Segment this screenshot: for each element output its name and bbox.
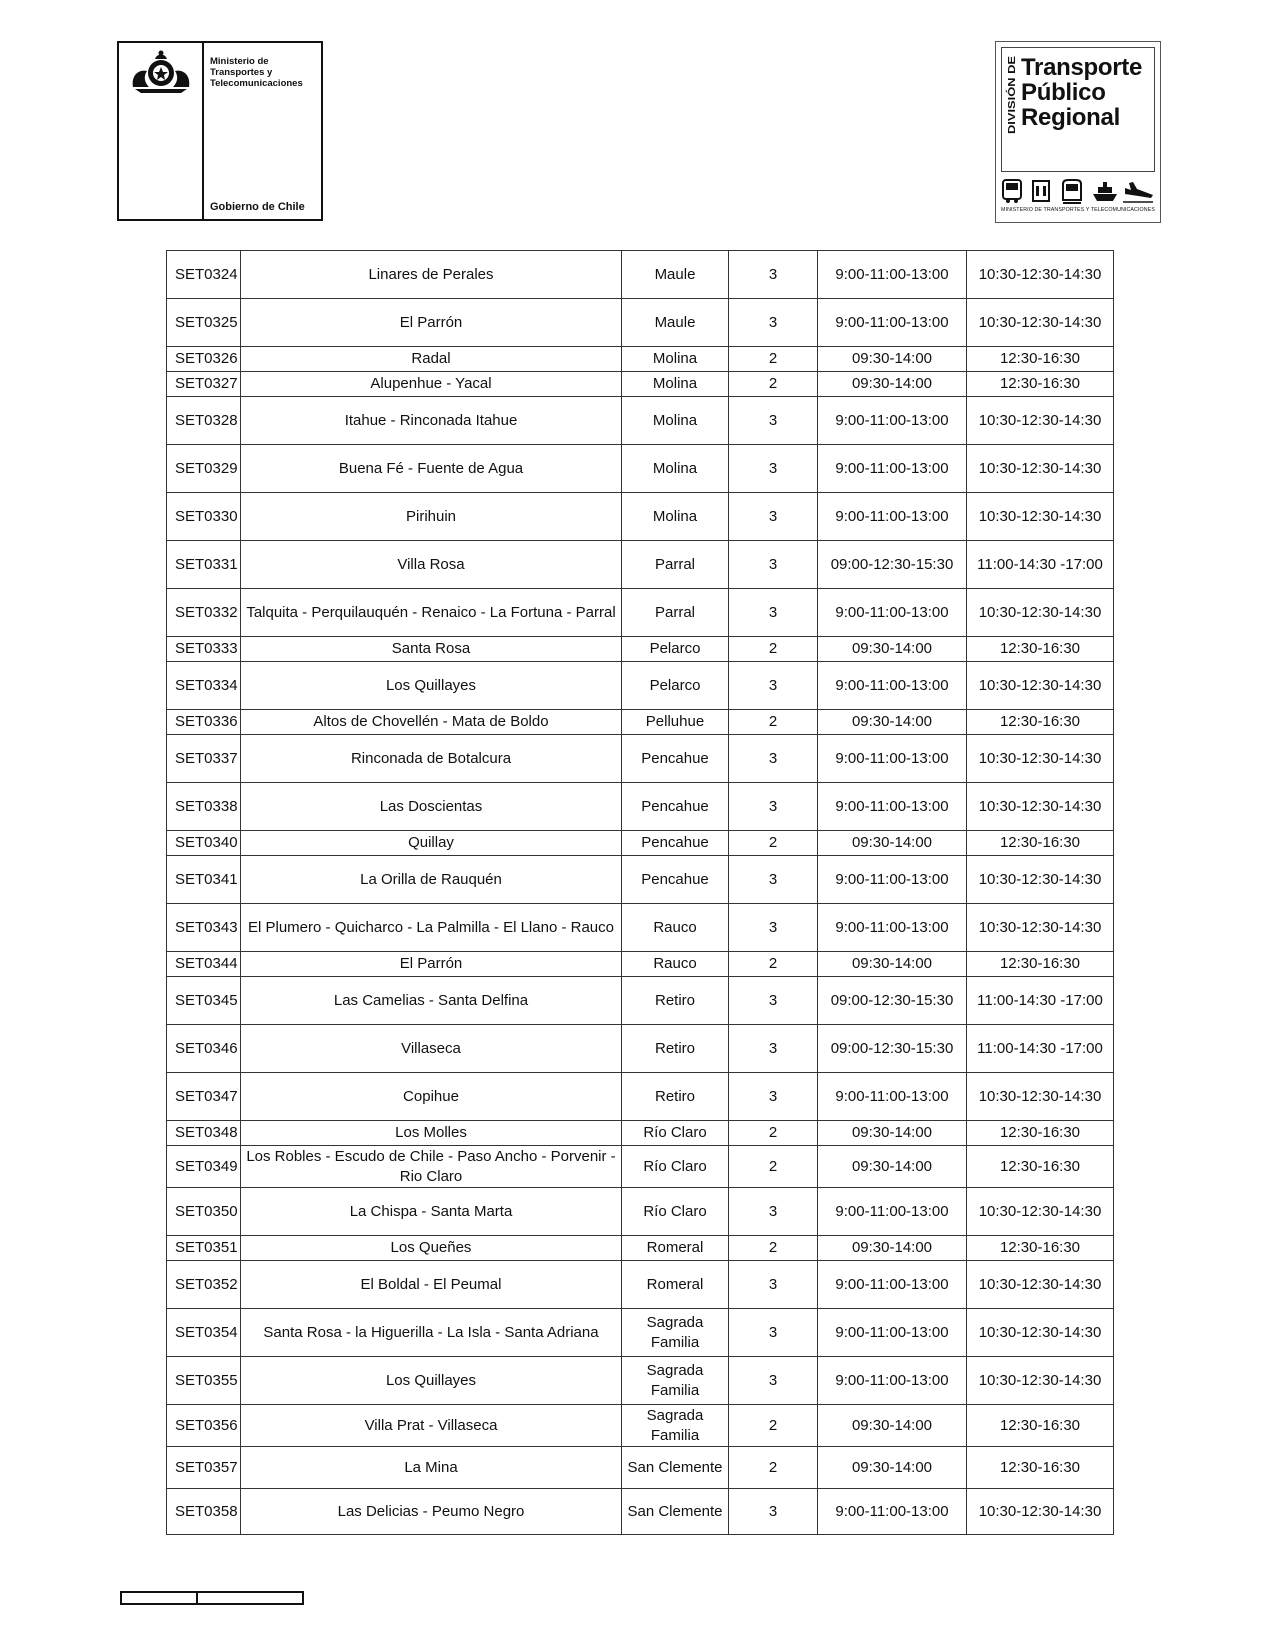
cell-commune: San Clemente xyxy=(622,1447,729,1489)
division-title-box xyxy=(1001,47,1155,172)
cell-freq: 2 xyxy=(729,1236,818,1261)
cell-freq: 3 xyxy=(729,735,818,783)
cell-return: 10:30-12:30-14:30 xyxy=(967,1073,1114,1121)
table-row xyxy=(167,397,1114,445)
cell-name: Santa Rosa - la Higuerilla - La Isla - Santa Adriana xyxy=(241,1309,622,1357)
cell-commune: Pencahue xyxy=(622,856,729,904)
cell-outbound: 09:30-14:00 xyxy=(818,637,967,662)
cell-outbound: 09:00-12:30-15:30 xyxy=(818,1025,967,1073)
cell-name: El Parrón xyxy=(241,952,622,977)
cell-freq: 3 xyxy=(729,856,818,904)
cell-name: Alupenhue - Yacal xyxy=(241,372,622,397)
table-row xyxy=(167,1121,1114,1146)
cell-code: SET0327 xyxy=(167,372,241,397)
cell-code: SET0347 xyxy=(167,1073,241,1121)
division-logo xyxy=(995,41,1161,223)
cell-commune: Sagrada Familia xyxy=(622,1309,729,1357)
table-row xyxy=(167,541,1114,589)
cell-code: SET0344 xyxy=(167,952,241,977)
cell-outbound: 9:00-11:00-13:00 xyxy=(818,662,967,710)
cell-return: 11:00-14:30 -17:00 xyxy=(967,541,1114,589)
cell-name: Itahue - Rinconada Itahue xyxy=(241,397,622,445)
cell-outbound: 09:00-12:30-15:30 xyxy=(818,541,967,589)
cell-freq: 2 xyxy=(729,1121,818,1146)
cell-outbound: 9:00-11:00-13:00 xyxy=(818,1309,967,1357)
division-title-line-3: Regional xyxy=(1021,104,1120,131)
division-title-line-2: Público xyxy=(1021,79,1106,106)
cell-commune: Molina xyxy=(622,397,729,445)
cell-code: SET0338 xyxy=(167,783,241,831)
cell-freq: 3 xyxy=(729,251,818,299)
cell-return: 10:30-12:30-14:30 xyxy=(967,1309,1114,1357)
cell-name: Los Robles - Escudo de Chile - Paso Ancho - Porvenir - Rio Claro xyxy=(241,1146,622,1188)
cell-return: 10:30-12:30-14:30 xyxy=(967,1261,1114,1309)
coat-of-arms-icon xyxy=(127,49,195,99)
division-vertical-text: DIVISIÓN DE xyxy=(1006,70,1018,134)
government-label: Gobierno de Chile xyxy=(210,201,305,213)
logo-divider xyxy=(202,43,204,219)
cell-code: SET0343 xyxy=(167,904,241,952)
cell-name: La Orilla de Rauquén xyxy=(241,856,622,904)
cell-outbound: 9:00-11:00-13:00 xyxy=(818,1073,967,1121)
cell-commune: Romeral xyxy=(622,1261,729,1309)
cell-freq: 2 xyxy=(729,372,818,397)
cell-freq: 3 xyxy=(729,397,818,445)
table-row xyxy=(167,1236,1114,1261)
cell-commune: Retiro xyxy=(622,977,729,1025)
cell-name: Villaseca xyxy=(241,1025,622,1073)
cell-outbound: 09:30-14:00 xyxy=(818,1405,967,1447)
cell-name: Las Doscientas xyxy=(241,783,622,831)
cell-outbound: 9:00-11:00-13:00 xyxy=(818,251,967,299)
cell-freq: 2 xyxy=(729,952,818,977)
table-row xyxy=(167,662,1114,710)
table-row xyxy=(167,735,1114,783)
cell-return: 10:30-12:30-14:30 xyxy=(967,856,1114,904)
division-title xyxy=(1021,55,1142,130)
table-row xyxy=(167,445,1114,493)
cell-code: SET0334 xyxy=(167,662,241,710)
table-row xyxy=(167,637,1114,662)
cell-outbound: 9:00-11:00-13:00 xyxy=(818,493,967,541)
cell-freq: 3 xyxy=(729,541,818,589)
table-row xyxy=(167,977,1114,1025)
cell-name: Los Queñes xyxy=(241,1236,622,1261)
cell-outbound: 09:30-14:00 xyxy=(818,347,967,372)
cell-commune: Romeral xyxy=(622,1236,729,1261)
cell-name: Quillay xyxy=(241,831,622,856)
cell-return: 10:30-12:30-14:30 xyxy=(967,783,1114,831)
cell-code: SET0333 xyxy=(167,637,241,662)
cell-code: SET0357 xyxy=(167,1447,241,1489)
cell-commune: Pelarco xyxy=(622,662,729,710)
cell-commune: Río Claro xyxy=(622,1188,729,1236)
cell-outbound: 9:00-11:00-13:00 xyxy=(818,856,967,904)
cell-commune: San Clemente xyxy=(622,1489,729,1535)
cell-outbound: 9:00-11:00-13:00 xyxy=(818,904,967,952)
cell-code: SET0348 xyxy=(167,1121,241,1146)
cell-freq: 3 xyxy=(729,1025,818,1073)
cell-return: 11:00-14:30 -17:00 xyxy=(967,977,1114,1025)
table-row xyxy=(167,1309,1114,1357)
plane-icon xyxy=(1123,182,1153,202)
ministry-name-line-1: Ministerio de xyxy=(210,56,269,67)
cell-outbound: 09:30-14:00 xyxy=(818,1447,967,1489)
table-row xyxy=(167,1405,1114,1447)
table-row xyxy=(167,299,1114,347)
cell-return: 12:30-16:30 xyxy=(967,831,1114,856)
table-row xyxy=(167,1073,1114,1121)
footer-page-box xyxy=(120,1591,304,1605)
cell-return: 12:30-16:30 xyxy=(967,1236,1114,1261)
schedule-table xyxy=(166,250,1114,1535)
cell-return: 10:30-12:30-14:30 xyxy=(967,1188,1114,1236)
cell-name: Radal xyxy=(241,347,622,372)
cell-commune: Río Claro xyxy=(622,1121,729,1146)
cell-return: 12:30-16:30 xyxy=(967,952,1114,977)
train-icon xyxy=(1063,180,1081,203)
cell-name: Copihue xyxy=(241,1073,622,1121)
cell-name: El Parrón xyxy=(241,299,622,347)
cell-commune: Molina xyxy=(622,347,729,372)
cell-code: SET0332 xyxy=(167,589,241,637)
cell-return: 10:30-12:30-14:30 xyxy=(967,662,1114,710)
cell-name: Los Quillayes xyxy=(241,662,622,710)
cell-freq: 3 xyxy=(729,977,818,1025)
cell-outbound: 9:00-11:00-13:00 xyxy=(818,397,967,445)
table-row xyxy=(167,589,1114,637)
cell-code: SET0336 xyxy=(167,710,241,735)
cell-return: 10:30-12:30-14:30 xyxy=(967,251,1114,299)
cell-outbound: 09:30-14:00 xyxy=(818,952,967,977)
cell-name: Linares de Perales xyxy=(241,251,622,299)
cell-freq: 2 xyxy=(729,1405,818,1447)
cell-return: 10:30-12:30-14:30 xyxy=(967,1489,1114,1535)
cell-name: Villa Rosa xyxy=(241,541,622,589)
table-row xyxy=(167,372,1114,397)
cell-commune: Pelluhue xyxy=(622,710,729,735)
ferry-icon xyxy=(1093,182,1117,201)
cell-return: 12:30-16:30 xyxy=(967,347,1114,372)
cell-code: SET0328 xyxy=(167,397,241,445)
cell-commune: Maule xyxy=(622,251,729,299)
table-row xyxy=(167,1261,1114,1309)
cell-name: Las Delicias - Peumo Negro xyxy=(241,1489,622,1535)
cell-code: SET0356 xyxy=(167,1405,241,1447)
table-row xyxy=(167,251,1114,299)
cell-name: Santa Rosa xyxy=(241,637,622,662)
cell-code: SET0329 xyxy=(167,445,241,493)
cell-code: SET0346 xyxy=(167,1025,241,1073)
cell-code: SET0325 xyxy=(167,299,241,347)
cell-return: 12:30-16:30 xyxy=(967,372,1114,397)
cell-freq: 3 xyxy=(729,783,818,831)
cell-commune: Sagrada Familia xyxy=(622,1405,729,1447)
cell-code: SET0331 xyxy=(167,541,241,589)
cell-outbound: 09:30-14:00 xyxy=(818,1121,967,1146)
cell-code: SET0352 xyxy=(167,1261,241,1309)
cell-outbound: 9:00-11:00-13:00 xyxy=(818,1357,967,1405)
cell-name: Buena Fé - Fuente de Agua xyxy=(241,445,622,493)
cell-code: SET0350 xyxy=(167,1188,241,1236)
table-row xyxy=(167,1025,1114,1073)
cell-outbound: 9:00-11:00-13:00 xyxy=(818,445,967,493)
cell-outbound: 9:00-11:00-13:00 xyxy=(818,589,967,637)
cell-name: Rinconada de Botalcura xyxy=(241,735,622,783)
cell-code: SET0358 xyxy=(167,1489,241,1535)
cell-return: 10:30-12:30-14:30 xyxy=(967,1357,1114,1405)
cell-return: 10:30-12:30-14:30 xyxy=(967,397,1114,445)
cell-commune: Retiro xyxy=(622,1025,729,1073)
cell-commune: Pencahue xyxy=(622,783,729,831)
cell-freq: 2 xyxy=(729,831,818,856)
cell-freq: 3 xyxy=(729,299,818,347)
cell-freq: 3 xyxy=(729,1489,818,1535)
cell-commune: Sagrada Familia xyxy=(622,1357,729,1405)
cell-return: 10:30-12:30-14:30 xyxy=(967,299,1114,347)
cell-code: SET0345 xyxy=(167,977,241,1025)
cell-freq: 3 xyxy=(729,493,818,541)
cell-code: SET0340 xyxy=(167,831,241,856)
cell-name: Las Camelias - Santa Delfina xyxy=(241,977,622,1025)
cell-commune: Molina xyxy=(622,493,729,541)
cell-commune: Molina xyxy=(622,372,729,397)
cell-freq: 3 xyxy=(729,1073,818,1121)
table-row xyxy=(167,1489,1114,1535)
cell-freq: 3 xyxy=(729,1261,818,1309)
cell-freq: 3 xyxy=(729,904,818,952)
table-row xyxy=(167,1188,1114,1236)
table-row xyxy=(167,1357,1114,1405)
schedule-table-body xyxy=(167,251,1114,1535)
cell-name: Pirihuin xyxy=(241,493,622,541)
cell-name: Villa Prat - Villaseca xyxy=(241,1405,622,1447)
table-row xyxy=(167,904,1114,952)
cell-outbound: 09:30-14:00 xyxy=(818,1236,967,1261)
cell-outbound: 09:00-12:30-15:30 xyxy=(818,977,967,1025)
table-row xyxy=(167,856,1114,904)
cell-name: Talquita - Perquilauquén - Renaico - La Fortuna - Parral xyxy=(241,589,622,637)
rural-bus-icon xyxy=(1033,181,1049,201)
cell-return: 10:30-12:30-14:30 xyxy=(967,735,1114,783)
cell-code: SET0355 xyxy=(167,1357,241,1405)
cell-outbound: 9:00-11:00-13:00 xyxy=(818,783,967,831)
cell-commune: Retiro xyxy=(622,1073,729,1121)
cell-commune: Rauco xyxy=(622,904,729,952)
cell-freq: 2 xyxy=(729,347,818,372)
cell-name: El Boldal - El Peumal xyxy=(241,1261,622,1309)
cell-freq: 2 xyxy=(729,1447,818,1489)
ministry-logo xyxy=(117,41,323,221)
cell-commune: Maule xyxy=(622,299,729,347)
division-title-line-1: Transporte xyxy=(1021,54,1143,81)
cell-commune: Pelarco xyxy=(622,637,729,662)
cell-commune: Pencahue xyxy=(622,831,729,856)
table-row xyxy=(167,1447,1114,1489)
cell-return: 10:30-12:30-14:30 xyxy=(967,445,1114,493)
cell-commune: Rauco xyxy=(622,952,729,977)
cell-return: 10:30-12:30-14:30 xyxy=(967,904,1114,952)
table-row xyxy=(167,1146,1114,1188)
cell-name: La Chispa - Santa Marta xyxy=(241,1188,622,1236)
table-row xyxy=(167,831,1114,856)
cell-return: 12:30-16:30 xyxy=(967,710,1114,735)
cell-commune: Río Claro xyxy=(622,1146,729,1188)
cell-outbound: 09:30-14:00 xyxy=(818,372,967,397)
division-ministry-caption: MINISTERIO DE TRANSPORTES Y TELECOMUNICACIONES xyxy=(1001,207,1155,213)
cell-code: SET0354 xyxy=(167,1309,241,1357)
cell-code: SET0351 xyxy=(167,1236,241,1261)
ministry-name-line-2: Transportes y xyxy=(210,67,273,78)
cell-outbound: 09:30-14:00 xyxy=(818,710,967,735)
footer-box-divider xyxy=(196,1593,198,1603)
ministry-name-line-3: Telecomunicaciones xyxy=(210,78,303,89)
cell-code: SET0341 xyxy=(167,856,241,904)
cell-return: 12:30-16:30 xyxy=(967,1146,1114,1188)
cell-return: 12:30-16:30 xyxy=(967,1447,1114,1489)
bus-icon xyxy=(1003,180,1021,203)
cell-freq: 3 xyxy=(729,1309,818,1357)
cell-return: 11:00-14:30 -17:00 xyxy=(967,1025,1114,1073)
cell-name: Los Molles xyxy=(241,1121,622,1146)
cell-outbound: 09:30-14:00 xyxy=(818,1146,967,1188)
transport-mode-icons xyxy=(1001,178,1156,204)
cell-outbound: 9:00-11:00-13:00 xyxy=(818,1188,967,1236)
cell-name: La Mina xyxy=(241,1447,622,1489)
cell-freq: 3 xyxy=(729,1357,818,1405)
ministry-name xyxy=(210,56,320,89)
cell-return: 12:30-16:30 xyxy=(967,1405,1114,1447)
cell-freq: 3 xyxy=(729,662,818,710)
cell-outbound: 9:00-11:00-13:00 xyxy=(818,1261,967,1309)
cell-freq: 3 xyxy=(729,445,818,493)
cell-commune: Parral xyxy=(622,589,729,637)
cell-code: SET0330 xyxy=(167,493,241,541)
table-row xyxy=(167,783,1114,831)
cell-freq: 3 xyxy=(729,589,818,637)
table-row xyxy=(167,952,1114,977)
table-row xyxy=(167,493,1114,541)
cell-outbound: 09:30-14:00 xyxy=(818,831,967,856)
cell-return: 10:30-12:30-14:30 xyxy=(967,493,1114,541)
cell-freq: 2 xyxy=(729,1146,818,1188)
cell-outbound: 9:00-11:00-13:00 xyxy=(818,299,967,347)
cell-freq: 2 xyxy=(729,637,818,662)
cell-commune: Molina xyxy=(622,445,729,493)
cell-name: Los Quillayes xyxy=(241,1357,622,1405)
cell-code: SET0324 xyxy=(167,251,241,299)
cell-code: SET0337 xyxy=(167,735,241,783)
cell-commune: Parral xyxy=(622,541,729,589)
table-row xyxy=(167,347,1114,372)
cell-name: El Plumero - Quicharco - La Palmilla - El Llano - Rauco xyxy=(241,904,622,952)
table-row xyxy=(167,710,1114,735)
cell-freq: 3 xyxy=(729,1188,818,1236)
cell-code: SET0349 xyxy=(167,1146,241,1188)
cell-code: SET0326 xyxy=(167,347,241,372)
cell-return: 10:30-12:30-14:30 xyxy=(967,589,1114,637)
cell-return: 12:30-16:30 xyxy=(967,1121,1114,1146)
cell-return: 12:30-16:30 xyxy=(967,637,1114,662)
cell-outbound: 9:00-11:00-13:00 xyxy=(818,735,967,783)
cell-freq: 2 xyxy=(729,710,818,735)
division-vertical-label xyxy=(1004,54,1018,134)
cell-commune: Pencahue xyxy=(622,735,729,783)
cell-outbound: 9:00-11:00-13:00 xyxy=(818,1489,967,1535)
cell-name: Altos de Chovellén - Mata de Boldo xyxy=(241,710,622,735)
